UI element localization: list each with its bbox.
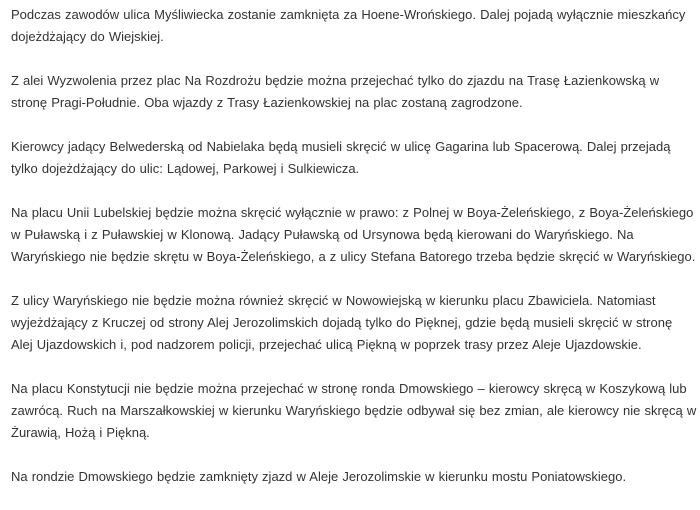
paragraph-na-rozdrozu: Z alei Wyzwolenia przez plac Na Rozdrożu będzie można przejechać tylko do zjazdu na Trasę Łazienkowską w stronę Pragi-Południe. Oba wjazdy z Trasy Łazienkowskiej na plac zostaną zagrodzone.	[11, 73, 660, 110]
paragraph-unii-lubelskiej: Na placu Unii Lubelskiej będzie można skręcić wyłącznie w prawo: z Polnej w Boya-Żeleńskiego, z Boya-Żeleńskiego w Puławską i z Puławskiej w Klonową. Jadący Puławską od Ursynowa będą kierowani do Waryńskiego. Na Waryńskiego nie będzie skrętu w Boya-Żeleńskiego, a z ulicy Stefana Batorego trzeba będzie skręcić w Waryńskiego.	[11, 205, 696, 264]
paragraph-mysliwiecka: Podczas zawodów ulica Myśliwiecka zostanie zamknięta za Hoene-Wrońskiego. Dalej pojadą wyłącznie mieszkańcy dojeżdżający do Wiejskiej.	[11, 7, 686, 44]
article-body	[11, 4, 697, 510]
paragraph-warynskiego: Z ulicy Waryńskiego nie będzie można również skręcić w Nowowiejską w kierunku placu Zbawiciela. Natomiast wyjeżdżający z Kruczej od strony Alej Jerozolimskich dojadą tylko do Pięknej, gdzie będą musieli skręcić w stronę Alej Ujazdowskich i, pod nadzorem policji, przejechać ulicą Piękną w poprzek trasy przez Aleje Ujazdowskie.	[11, 293, 673, 352]
paragraph-konstytucji: Na placu Konstytucji nie będzie można przejechać w stronę ronda Dmowskiego – kierowcy skręcą w Koszykową lub zawrócą. Ruch na Marszałkowskiej w kierunku Waryńskiego będzie odbywał się bez zmian, ale kierowcy nie skręcą w Żurawią, Hożą i Piękną.	[11, 381, 697, 440]
paragraph-belwederska: Kierowcy jadący Belwederską od Nabielaka będą musieli skręcić w ulicę Gagarina lub Spacerową. Dalej przejadą tylko dojeżdżający do ulic: Lądowej, Parkowej i Sulkiewicza.	[11, 139, 671, 176]
paragraph-dmowskiego: Na rondzie Dmowskiego będzie zamknięty zjazd w Aleje Jerozolimskie w kierunku mostu Poniatowskiego.	[11, 469, 627, 484]
